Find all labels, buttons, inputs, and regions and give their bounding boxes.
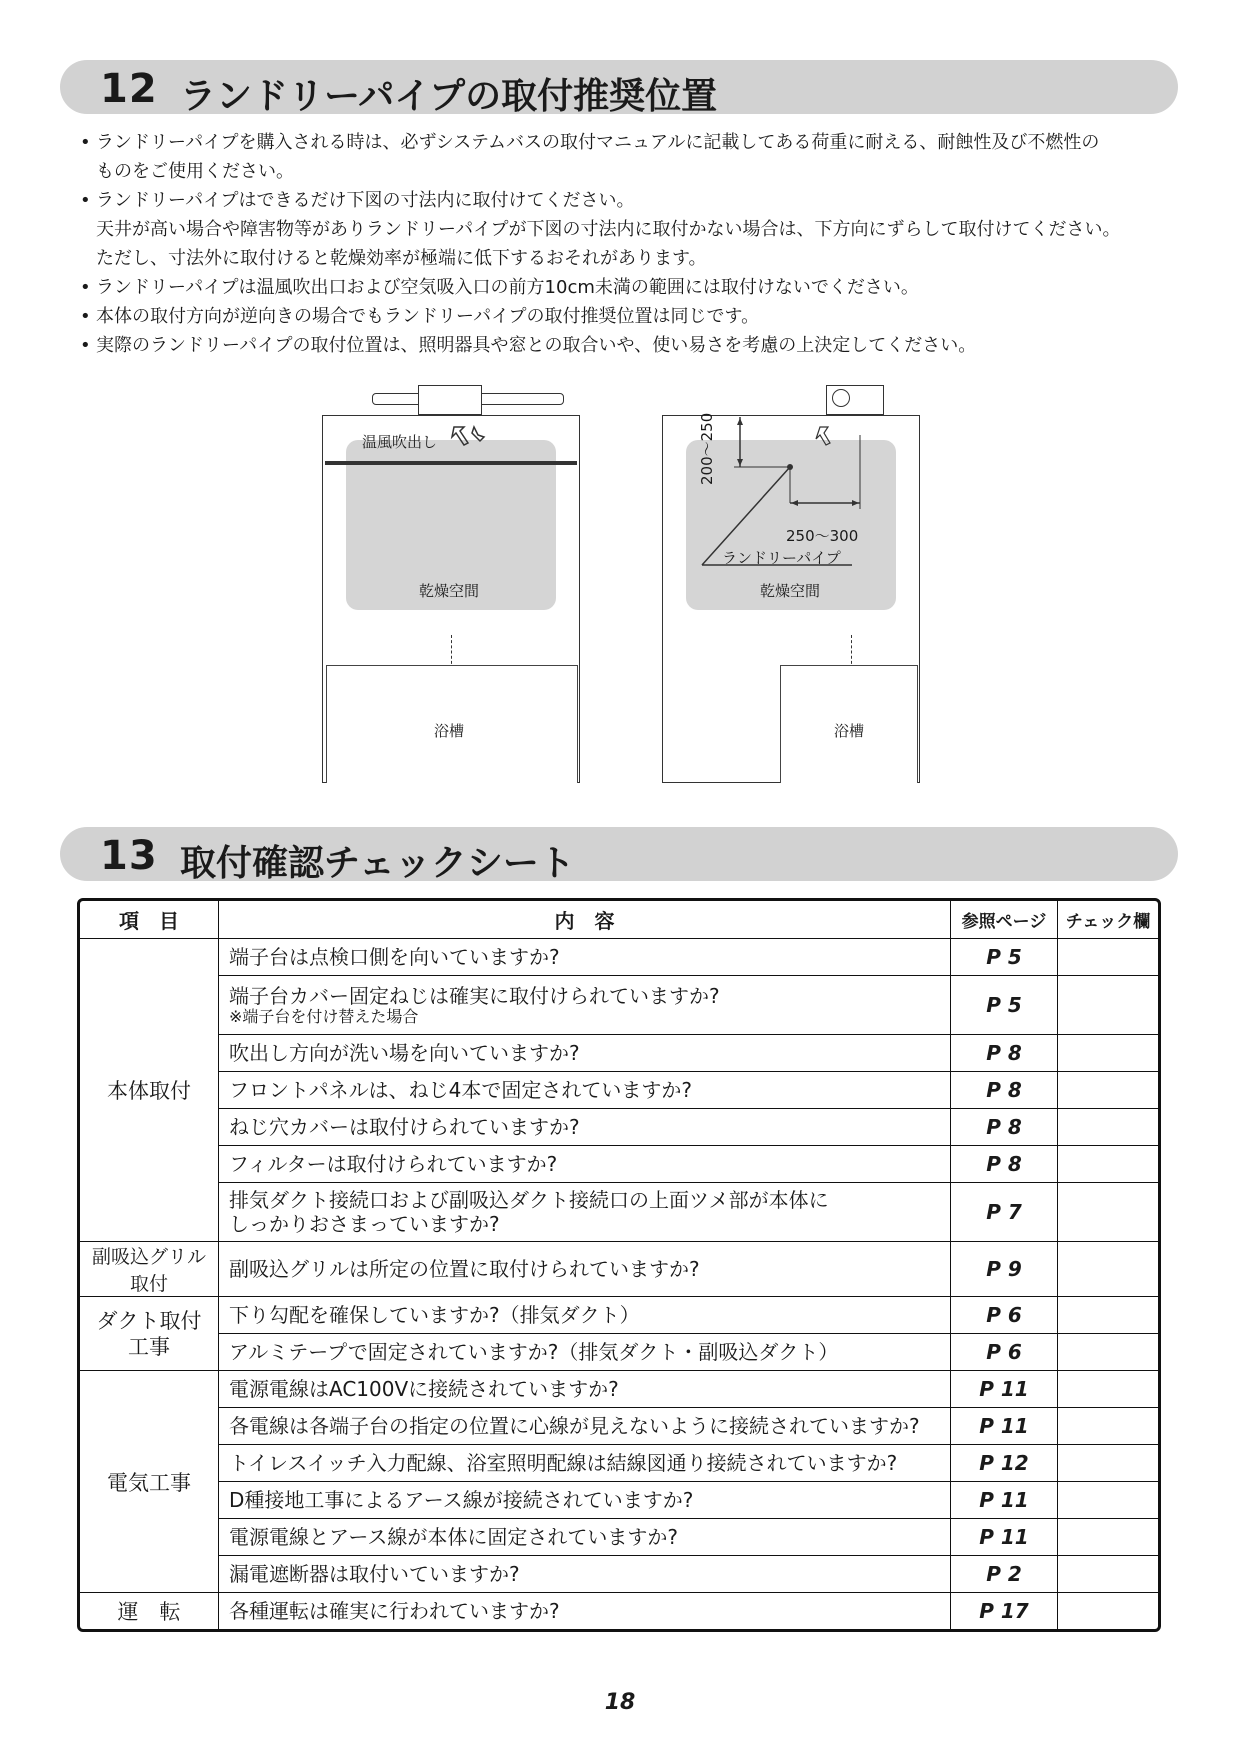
table-row [80, 1334, 1158, 1371]
installation-checklist [77, 898, 1161, 1632]
instruction-line: 天井が高い場合や障害物等がありランドリーパイプが下図の寸法内に取付かない場合は、下方向にずらして取付けてください。 [96, 219, 1121, 240]
category-cell: 副吸込グリル取付 [80, 1242, 219, 1297]
table-row [80, 1242, 1158, 1297]
instruction-line: • 本体の取付方向が逆向きの場合でもランドリーパイプの取付推奨位置は同じです。 [96, 306, 760, 327]
header-item: 項 目 [80, 901, 219, 939]
dryer-unit [418, 385, 482, 415]
check-cell[interactable] [1058, 1334, 1158, 1371]
check-cell[interactable] [1058, 1035, 1158, 1072]
check-content: 各電線は各端子台の指定の位置に心線が見えないように接続されていますか? [219, 1408, 951, 1445]
section-13-header [60, 827, 1178, 884]
check-cell[interactable] [1058, 1146, 1158, 1183]
check-content-note: ※端子台を付け替えた場合 [229, 1007, 419, 1026]
check-content: 漏電遮断器は取付いていますか? [219, 1556, 951, 1593]
reference-page: P 8 [951, 1146, 1058, 1183]
vertical-dimension: 200～250 [698, 412, 716, 485]
category-cell: 電気工事 [80, 1371, 219, 1593]
reference-page: P 2 [951, 1556, 1058, 1593]
table-row [80, 1482, 1158, 1519]
reference-page: P 5 [951, 976, 1058, 1035]
check-content: フロントパネルは、ねじ4本で固定されていますか? [219, 1072, 951, 1109]
tub-label: 浴槽 [834, 722, 865, 740]
outlet-label: 温風吹出し [362, 433, 438, 451]
check-cell[interactable] [1058, 1445, 1158, 1482]
laundry-pipe-label: ランドリーパイプ [722, 549, 841, 567]
instruction-line: • 実際のランドリーパイプの取付位置は、照明器具や窓との取合いや、使い易さを考慮の上決定してください。 [96, 335, 977, 356]
check-content: 電源電線はAC100Vに接続されていますか? [219, 1371, 951, 1408]
check-cell[interactable] [1058, 1072, 1158, 1109]
check-content: アルミテープで固定されていますか?（排気ダクト・副吸込ダクト） [219, 1334, 951, 1371]
airflow-arrow-icon [450, 425, 490, 449]
check-content [219, 976, 951, 1035]
reference-page: P 6 [951, 1334, 1058, 1371]
instruction-item [80, 331, 1180, 360]
instruction-item [80, 186, 1180, 273]
check-cell[interactable] [1058, 1109, 1158, 1146]
category-cell: 運 転 [80, 1593, 219, 1629]
section-number: 12 [100, 66, 158, 112]
reference-page: P 11 [951, 1408, 1058, 1445]
diagram-side-view [322, 385, 580, 783]
check-cell[interactable] [1058, 1371, 1158, 1408]
check-content-text: 排気ダクト接続口および副吸込ダクト接続口の上面ツメ部が本体に [229, 1188, 829, 1212]
check-cell[interactable] [1058, 1297, 1158, 1334]
check-content: 端子台は点検口側を向いていますか? [219, 939, 951, 976]
horizontal-dimension: 250～300 [786, 527, 859, 545]
reference-page: P 8 [951, 1035, 1058, 1072]
page-number: 18 [604, 1690, 636, 1715]
reference-page: P 9 [951, 1242, 1058, 1297]
check-cell[interactable] [1058, 1556, 1158, 1593]
check-content: D種接地工事によるアース線が接続されていますか? [219, 1482, 951, 1519]
table-row [80, 976, 1158, 1035]
category-cell [80, 1297, 219, 1371]
instruction-line: • ランドリーパイプを購入される時は、必ずシステムバスの取付マニュアルに記載してある荷重に耐える、耐蝕性及び不燃性の [96, 132, 1100, 153]
table-row [80, 1593, 1158, 1629]
instructions-list [80, 128, 1180, 360]
instruction-line: ものをご使用ください。 [96, 161, 294, 182]
table-row [80, 1556, 1158, 1593]
check-cell[interactable] [1058, 939, 1158, 976]
section-number: 13 [100, 833, 158, 879]
table-row [80, 1183, 1158, 1242]
check-cell[interactable] [1058, 1183, 1158, 1242]
reference-page: P 8 [951, 1072, 1058, 1109]
header-row [80, 901, 1158, 939]
table-row [80, 1408, 1158, 1445]
check-content: トイレスイッチ入力配線、浴室照明配線は結線図通り接続されていますか? [219, 1445, 951, 1482]
check-cell[interactable] [1058, 1408, 1158, 1445]
check-content: 電源電線とアース線が本体に固定されていますか? [219, 1519, 951, 1556]
category-text: ダクト取付 [96, 1308, 202, 1333]
instruction-item [80, 128, 1180, 186]
header-content: 内 容 [219, 901, 951, 939]
check-content-text: しっかりおさまっていますか? [229, 1212, 500, 1236]
check-content: 吹出し方向が洗い場を向いていますか? [219, 1035, 951, 1072]
instruction-item [80, 302, 1180, 331]
section-title: 取付確認チェックシート [180, 843, 575, 884]
reference-page: P 17 [951, 1593, 1058, 1629]
table-row [80, 1297, 1158, 1334]
drying-space-label: 乾燥空間 [419, 582, 480, 600]
table-row [80, 1109, 1158, 1146]
check-content: 各種運転は確実に行われていますか? [219, 1593, 951, 1629]
check-content [219, 1183, 951, 1242]
reference-page: P 11 [951, 1371, 1058, 1408]
drying-space-label: 乾燥空間 [760, 582, 821, 600]
table-row [80, 1072, 1158, 1109]
table-row [80, 1146, 1158, 1183]
laundry-pipe-bar [325, 461, 577, 465]
category-text: 工事 [128, 1334, 170, 1359]
reference-page: P 12 [951, 1445, 1058, 1482]
check-content: 副吸込グリルは所定の位置に取付けられていますか? [219, 1242, 951, 1297]
check-cell[interactable] [1058, 1242, 1158, 1297]
table-row [80, 939, 1158, 976]
check-content: 下り勾配を確保していますか?（排気ダクト） [219, 1297, 951, 1334]
table-row [80, 1445, 1158, 1482]
diagram-top-view [662, 385, 920, 783]
header-page: 参照ページ [951, 901, 1058, 939]
table-row [80, 1035, 1158, 1072]
check-cell[interactable] [1058, 976, 1158, 1035]
tub-label: 浴槽 [434, 722, 465, 740]
section-12-header [60, 60, 1178, 117]
category-cell: 本体取付 [80, 939, 219, 1242]
table-row [80, 1371, 1158, 1408]
check-cell[interactable] [1058, 1519, 1158, 1556]
instruction-item [80, 273, 1180, 302]
check-content: フィルターは取付けられていますか? [219, 1146, 951, 1183]
table-row [80, 1519, 1158, 1556]
reference-page: P 11 [951, 1482, 1058, 1519]
instruction-line: • ランドリーパイプはできるだけ下図の寸法内に取付けてください。 [96, 190, 635, 211]
section-title: ランドリーパイプの取付推奨位置 [180, 76, 718, 117]
check-content: ねじ穴カバーは取付けられていますか? [219, 1109, 951, 1146]
reference-page: P 5 [951, 939, 1058, 976]
header-check: チェック欄 [1058, 901, 1158, 939]
check-content-text: 端子台カバー固定ねじは確実に取付けられていますか? [229, 984, 720, 1008]
reference-page: P 8 [951, 1109, 1058, 1146]
instruction-line: • ランドリーパイプは温風吹出口および空気吸入口の前方10cm未満の範囲には取付けないでください。 [96, 277, 919, 298]
reference-page: P 7 [951, 1183, 1058, 1242]
check-cell[interactable] [1058, 1482, 1158, 1519]
reference-page: P 6 [951, 1297, 1058, 1334]
instruction-line: ただし、寸法外に取付けると乾燥効率が極端に低下するおそれがあります。 [96, 248, 707, 269]
reference-page: P 11 [951, 1519, 1058, 1556]
check-cell[interactable] [1058, 1593, 1158, 1629]
